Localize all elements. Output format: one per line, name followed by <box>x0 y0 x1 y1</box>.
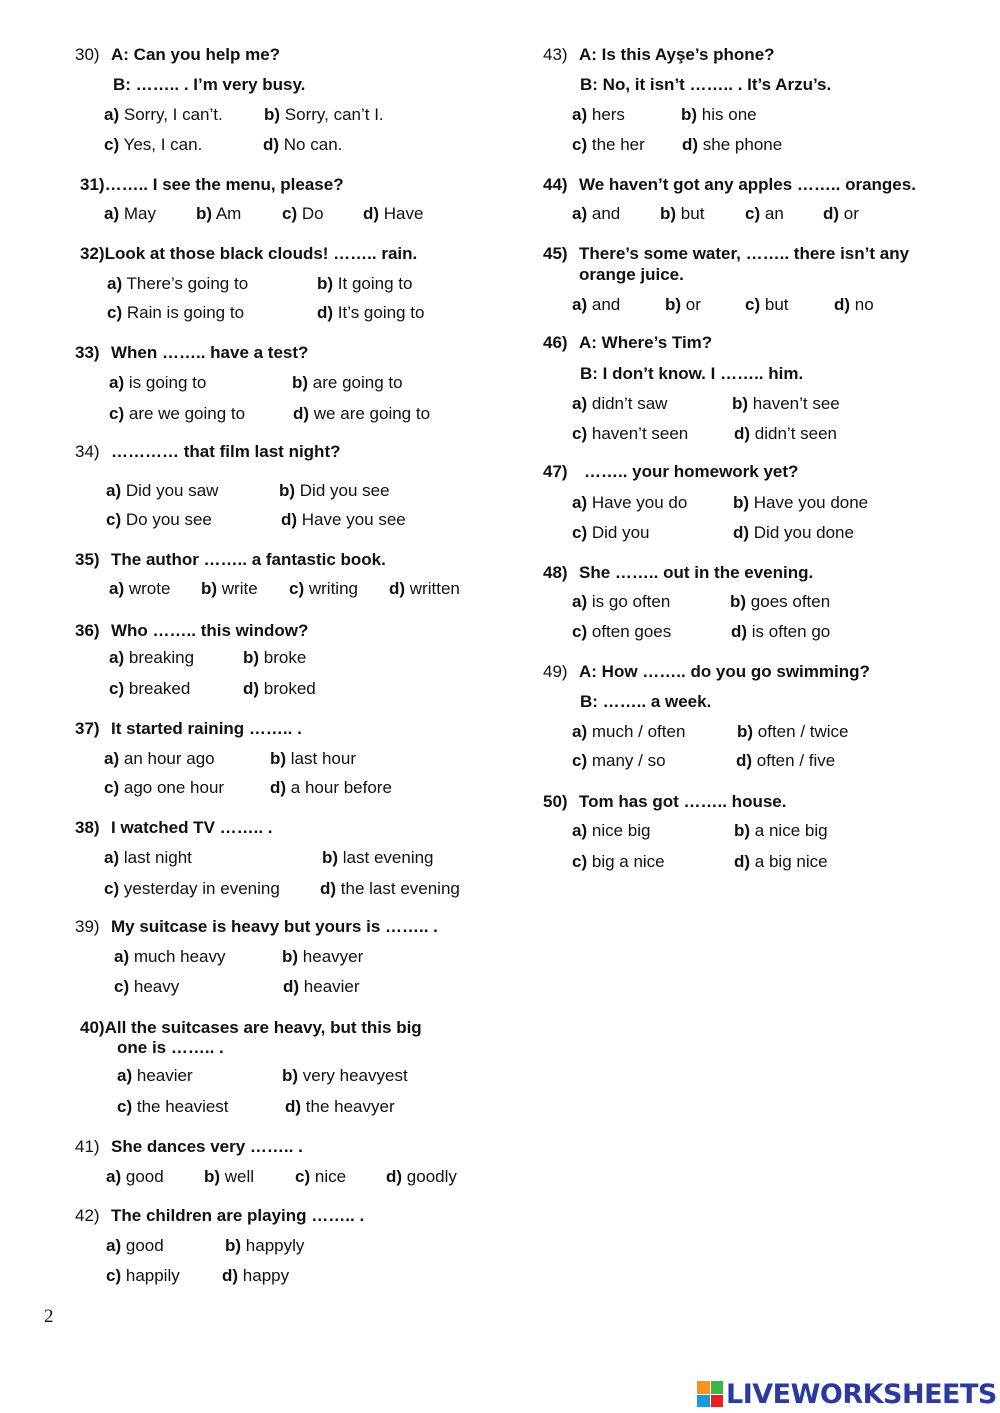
option-b[interactable]: b) Did you see <box>279 481 390 500</box>
option-d[interactable]: d) Did you done <box>733 523 854 542</box>
question-number: 34) <box>75 442 100 461</box>
option-b[interactable]: b) his one <box>681 105 757 124</box>
option-c[interactable]: c) often goes <box>572 622 672 641</box>
question-number: 43) <box>543 45 568 64</box>
question-text: We haven’t got any apples …….. oranges. <box>579 175 916 194</box>
option-c[interactable]: c) the her <box>572 135 645 154</box>
option-a[interactable]: a) wrote <box>109 579 171 598</box>
option-b[interactable]: b) haven’t see <box>732 394 840 413</box>
option-c[interactable]: c) haven’t seen <box>572 424 689 443</box>
question-number: 45) <box>543 244 568 263</box>
option-a[interactable]: a) much heavy <box>114 947 226 966</box>
option-c[interactable]: c) big a nice <box>572 852 665 871</box>
question-text: The children are playing …….. . <box>111 1206 365 1225</box>
option-d[interactable]: d) a big nice <box>734 852 828 871</box>
option-d[interactable]: d) is often go <box>731 622 831 641</box>
question-text: 32)Look at those black clouds! …….. rain. <box>80 244 418 263</box>
question-number: 38) <box>75 818 100 837</box>
option-b[interactable]: b) Have you done <box>733 493 869 512</box>
question-text: B: …….. a week. <box>580 692 712 711</box>
option-b[interactable]: b) happyly <box>225 1236 305 1255</box>
option-d[interactable]: d) often / five <box>736 751 836 770</box>
question-text: B: …….. . I’m very busy. <box>113 75 306 94</box>
option-b[interactable]: b) broke <box>243 648 307 667</box>
option-d[interactable]: d) a hour before <box>270 778 392 797</box>
option-d[interactable]: d) heavier <box>283 977 360 996</box>
option-d[interactable]: d) No can. <box>263 135 343 154</box>
question-number: 35) <box>75 550 100 569</box>
option-d[interactable]: d) happy <box>222 1266 290 1285</box>
option-a[interactable]: a) much / often <box>572 722 686 741</box>
question-text: There’s some water, …….. there isn’t any <box>579 244 910 263</box>
question-text: She dances very …….. . <box>111 1137 303 1156</box>
option-a[interactable]: a) May <box>104 204 156 223</box>
option-c[interactable]: c) Yes, I can. <box>104 135 203 154</box>
question-text: …….. your homework yet? <box>584 462 799 481</box>
question-text: 40)All the suitcases are heavy, but this big <box>80 1018 422 1037</box>
question-text: Tom has got …….. house. <box>579 792 787 811</box>
question-number: 37) <box>75 719 100 738</box>
option-c[interactable]: c) Rain is going to <box>107 303 245 322</box>
option-a[interactable]: a) is going to <box>109 373 207 392</box>
question-text: My suitcase is heavy but yours is …….. . <box>111 917 438 936</box>
liveworksheets-logo <box>697 1377 997 1411</box>
option-b[interactable]: b) well <box>204 1167 255 1186</box>
option-d[interactable]: d) broked <box>243 679 316 698</box>
option-d[interactable]: d) she phone <box>682 135 783 154</box>
question-number: 41) <box>75 1137 100 1156</box>
option-b[interactable]: b) write <box>201 579 258 598</box>
option-c[interactable]: c) writing <box>289 579 358 598</box>
option-a[interactable]: a) didn’t saw <box>572 394 668 413</box>
question-number: 42) <box>75 1206 100 1225</box>
question-number: 50) <box>543 792 568 811</box>
question-text: A: How …….. do you go swimming? <box>579 662 870 681</box>
option-d[interactable]: d) goodly <box>386 1167 457 1186</box>
question-text: B: No, it isn’t …….. . It’s Arzu’s. <box>580 75 832 94</box>
option-d[interactable]: d) or <box>823 204 859 223</box>
option-a[interactable]: a) and <box>572 295 621 314</box>
question-number: 47) <box>543 462 568 481</box>
option-a[interactable]: a) Have you do <box>572 493 688 512</box>
option-a[interactable]: a) an hour ago <box>104 749 215 768</box>
option-c[interactable]: c) but <box>745 295 789 314</box>
question-number: 30) <box>75 45 100 64</box>
option-c[interactable]: c) happily <box>106 1266 180 1285</box>
question-text: The author …….. a fantastic book. <box>111 550 386 569</box>
option-a[interactable]: a) and <box>572 204 621 223</box>
option-c[interactable]: c) nice <box>295 1167 347 1186</box>
option-c[interactable]: c) Did you <box>572 523 650 542</box>
option-d[interactable]: d) the heavyer <box>285 1097 395 1116</box>
option-d[interactable]: d) Have <box>363 204 424 223</box>
option-c[interactable]: c) an <box>745 204 784 223</box>
option-d[interactable]: d) no <box>834 295 874 314</box>
option-c[interactable]: c) Do you see <box>106 510 212 529</box>
option-b[interactable]: b) goes often <box>730 592 831 611</box>
option-b[interactable]: b) very heavyest <box>282 1066 408 1085</box>
option-b[interactable]: b) but <box>660 204 705 223</box>
option-b[interactable]: b) are going to <box>292 373 403 392</box>
option-d[interactable]: d) Have you see <box>281 510 406 529</box>
question-number: 39) <box>75 917 100 936</box>
option-a[interactable]: a) hers <box>572 105 625 124</box>
option-b[interactable]: b) or <box>665 295 701 314</box>
question-text: ………… that film last night? <box>111 442 341 461</box>
page-number: 2 <box>44 1306 54 1327</box>
option-a[interactable]: a) heavier <box>117 1066 193 1085</box>
question-text: A: Is this Ayşe’s phone? <box>579 45 775 64</box>
option-b[interactable]: b) a nice big <box>734 821 828 840</box>
question-text: When …….. have a test? <box>111 343 309 362</box>
question-text: B: I don’t know. I …….. him. <box>580 364 804 383</box>
option-a[interactable]: a) last night <box>104 848 192 867</box>
option-d[interactable]: d) It’s going to <box>317 303 425 322</box>
question-text: 31)…….. I see the menu, please? <box>80 175 344 194</box>
option-c[interactable]: c) the heaviest <box>117 1097 229 1116</box>
option-a[interactable]: a) Sorry, I can’t. <box>104 105 223 124</box>
question-text: It started raining …….. . <box>111 719 302 738</box>
option-b[interactable]: b) Sorry, can’t I. <box>264 105 384 124</box>
question-number: 46) <box>543 333 568 352</box>
option-c[interactable]: c) ago one hour <box>104 778 225 797</box>
option-b[interactable]: b) last hour <box>270 749 356 768</box>
option-c[interactable]: c) many / so <box>572 751 666 770</box>
option-c[interactable]: c) breaked <box>109 679 191 698</box>
question-number: 44) <box>543 175 568 194</box>
question-number: 48) <box>543 563 568 582</box>
option-d[interactable]: d) the last evening <box>320 879 460 898</box>
option-b[interactable]: b) It going to <box>317 274 413 293</box>
option-a[interactable]: a) is go often <box>572 592 671 611</box>
option-b[interactable]: b) heavyer <box>282 947 364 966</box>
question-text: She …….. out in the evening. <box>579 563 814 582</box>
question-text: one is …….. . <box>117 1038 224 1057</box>
option-a[interactable]: a) good <box>106 1236 164 1255</box>
option-c[interactable]: c) heavy <box>114 977 180 996</box>
option-a[interactable]: a) There’s going to <box>107 274 249 293</box>
liveworksheets-logo-icon <box>697 1381 723 1407</box>
option-b[interactable]: b) Am <box>196 204 242 223</box>
question-text: A: Where’s Tim? <box>579 333 713 352</box>
question-text: A: Can you help me? <box>111 45 281 64</box>
option-d[interactable]: d) we are going to <box>293 404 431 423</box>
option-d[interactable]: d) didn’t seen <box>734 424 838 443</box>
logo-text: LIVEWORKSHEETS <box>726 1378 997 1410</box>
option-a[interactable]: a) breaking <box>109 648 195 667</box>
question-number: 33) <box>75 343 100 362</box>
option-d[interactable]: d) written <box>389 579 460 598</box>
question-text: Who …….. this window? <box>111 621 309 640</box>
question-number: 36) <box>75 621 100 640</box>
question-number: 49) <box>543 662 568 681</box>
option-a[interactable]: a) nice big <box>572 821 651 840</box>
question-text: I watched TV …….. . <box>111 818 273 837</box>
option-c[interactable]: c) are we going to <box>109 404 246 423</box>
question-text: orange juice. <box>579 265 684 284</box>
option-b[interactable]: b) last evening <box>322 848 434 867</box>
option-c[interactable]: c) yesterday in evening <box>104 879 280 898</box>
option-a[interactable]: a) good <box>106 1167 164 1186</box>
option-b[interactable]: b) often / twice <box>737 722 849 741</box>
option-c[interactable]: c) Do <box>282 204 324 223</box>
option-a[interactable]: a) Did you saw <box>106 481 219 500</box>
